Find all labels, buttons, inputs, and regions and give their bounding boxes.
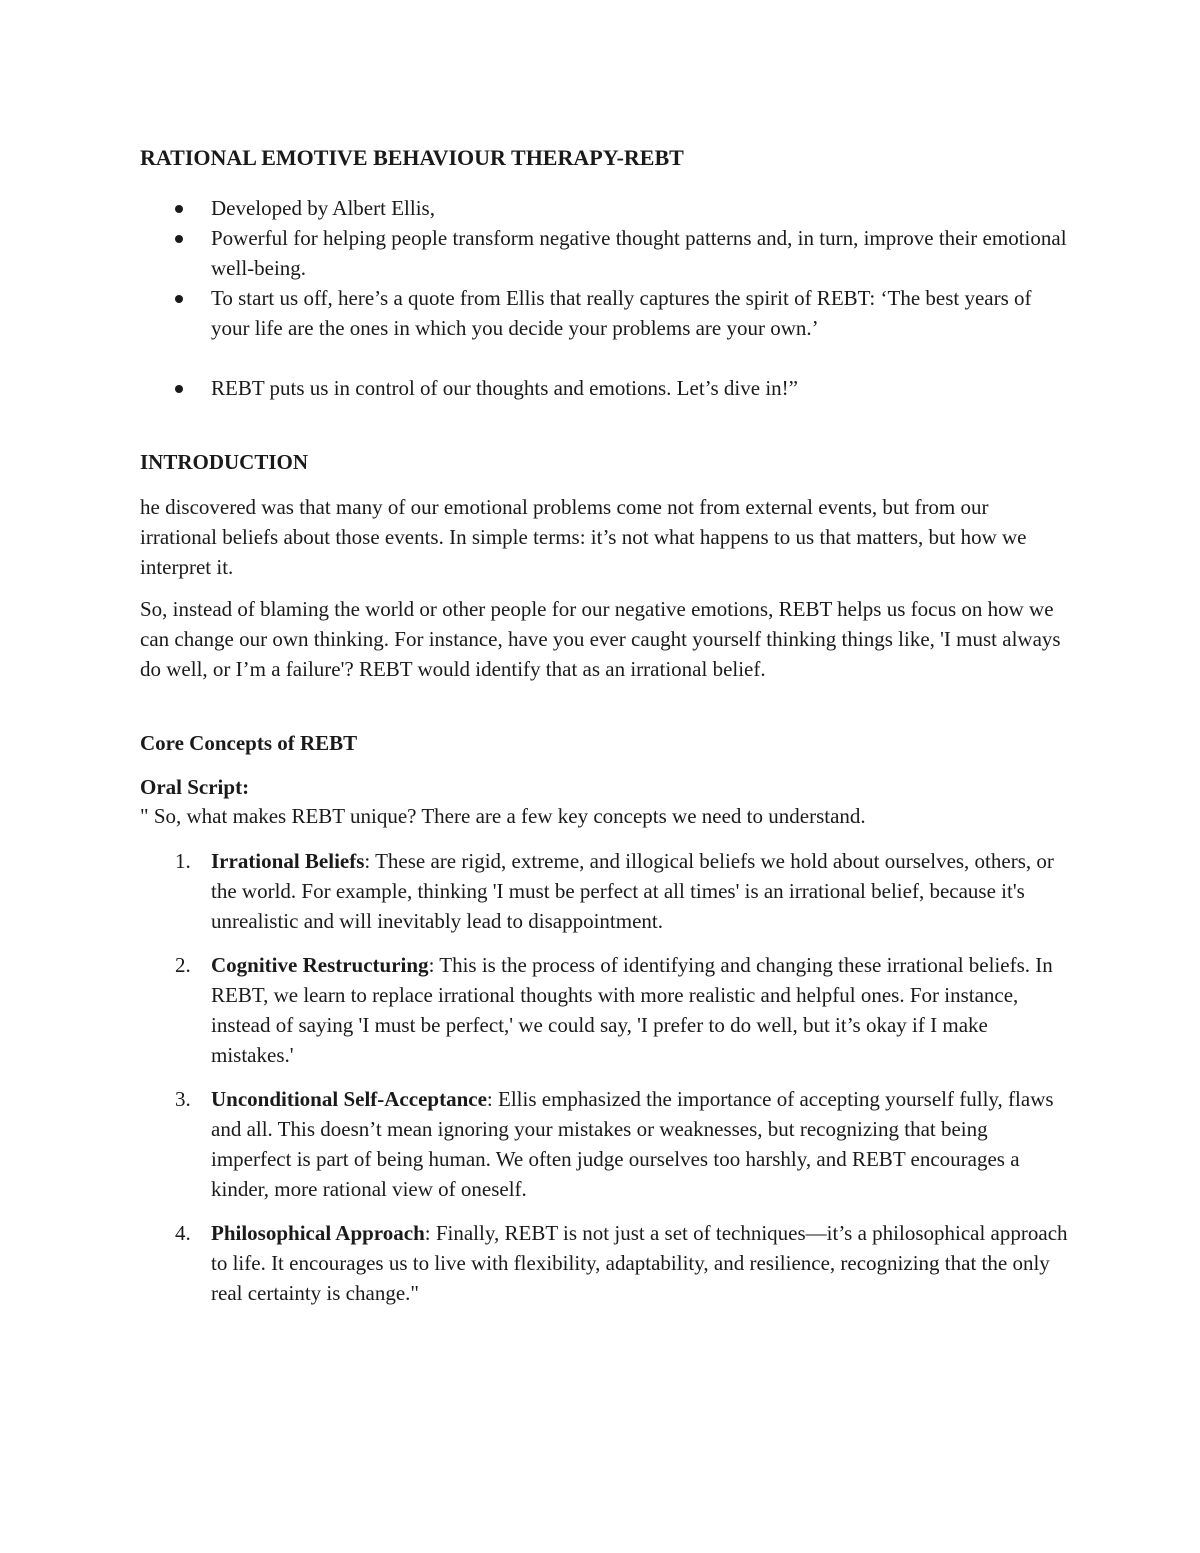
bullet-item [140,193,1070,223]
concept-term: Philosophical Approach [211,1221,425,1245]
concept-number: 3. [175,1087,191,1111]
concept-text: : Finally, REBT is not just a set of techniques—it’s a philosophical approach to life. It encourages us to live with flexibility, adaptability, and resilience, recognizing that the only real certainty is change." [211,1221,1068,1305]
concepts-list [140,846,1070,1322]
bullet-dot-icon [175,385,183,393]
concept-text: : This is the process of identifying and changing these irrational beliefs. In REBT, we learn to replace irrational thoughts with more realistic and helpful ones. For instance, instead of saying 'I must be perfect,' we could say, 'I prefer to do well, but it’s okay if I make mistakes.' [211,953,1053,1067]
bullet-item [140,373,1070,403]
document-title: RATIONAL EMOTIVE BEHAVIOUR THERAPY-REBT [140,145,684,170]
bullet-text: Developed by Albert Ellis, [211,196,435,220]
concept-number: 4. [175,1221,191,1245]
bullet-text: REBT puts us in control of our thoughts and emotions. Let’s dive in!” [211,376,798,400]
bullet-dot-icon [175,205,183,213]
concept-text: : Ellis emphasized the importance of accepting yourself fully, flaws and all. This doesn’t mean ignoring your mistakes or weaknesses, but recognizing that being imperfect is part of being human. We often judge ourselves too harshly, and REBT encourages a kinder, more rational view of oneself. [211,1087,1054,1201]
bullet-dot-icon [175,295,183,303]
oral-script-label: Oral Script: [140,775,250,799]
bullet-text: To start us off, here’s a quote from Ellis that really captures the spirit of REBT: ‘The best years of your life are the ones in which you decide your problems are your own.’ [211,286,1032,340]
intro-bullet-list [140,193,1070,403]
introduction-paragraph: he discovered was that many of our emotional problems come not from external events, but from our irrational beliefs about those events. In simple terms: it’s not what happens to us that matters, but how we interpret it. [140,495,1027,579]
concept-text: : These are rigid, extreme, and illogical beliefs we hold about ourselves, others, or the world. For example, thinking 'I must be perfect at all times' is an irrational belief, because it's unrealistic and will inevitably lead to disappointment. [211,849,1054,933]
concept-item [140,950,1070,1070]
concept-term: Unconditional Self-Acceptance [211,1087,487,1111]
concept-term: Irrational Beliefs [211,849,365,873]
concept-item [140,1218,1070,1308]
core-concepts-heading: Core Concepts of REBT [140,731,358,755]
concept-term: Cognitive Restructuring [211,953,429,977]
concept-item [140,846,1070,936]
concept-number: 2. [175,953,191,977]
introduction-heading: INTRODUCTION [140,450,309,474]
bullet-dot-icon [175,235,183,243]
bullet-text: Powerful for helping people transform negative thought patterns and, in turn, improve their emotional well-being. [211,226,1067,280]
bullet-item [140,283,1070,343]
concept-number: 1. [175,849,191,873]
introduction-paragraph: So, instead of blaming the world or other people for our negative emotions, REBT helps us focus on how we can change our own thinking. For instance, have you ever caught yourself thinking things like, 'I must always do well, or I’m a failure'? REBT would identify that as an irrational belief. [140,597,1061,681]
concept-item [140,1084,1070,1204]
bullet-item [140,223,1070,283]
oral-script-intro: " So, what makes REBT unique? There are a few key concepts we need to understand. [140,804,866,828]
